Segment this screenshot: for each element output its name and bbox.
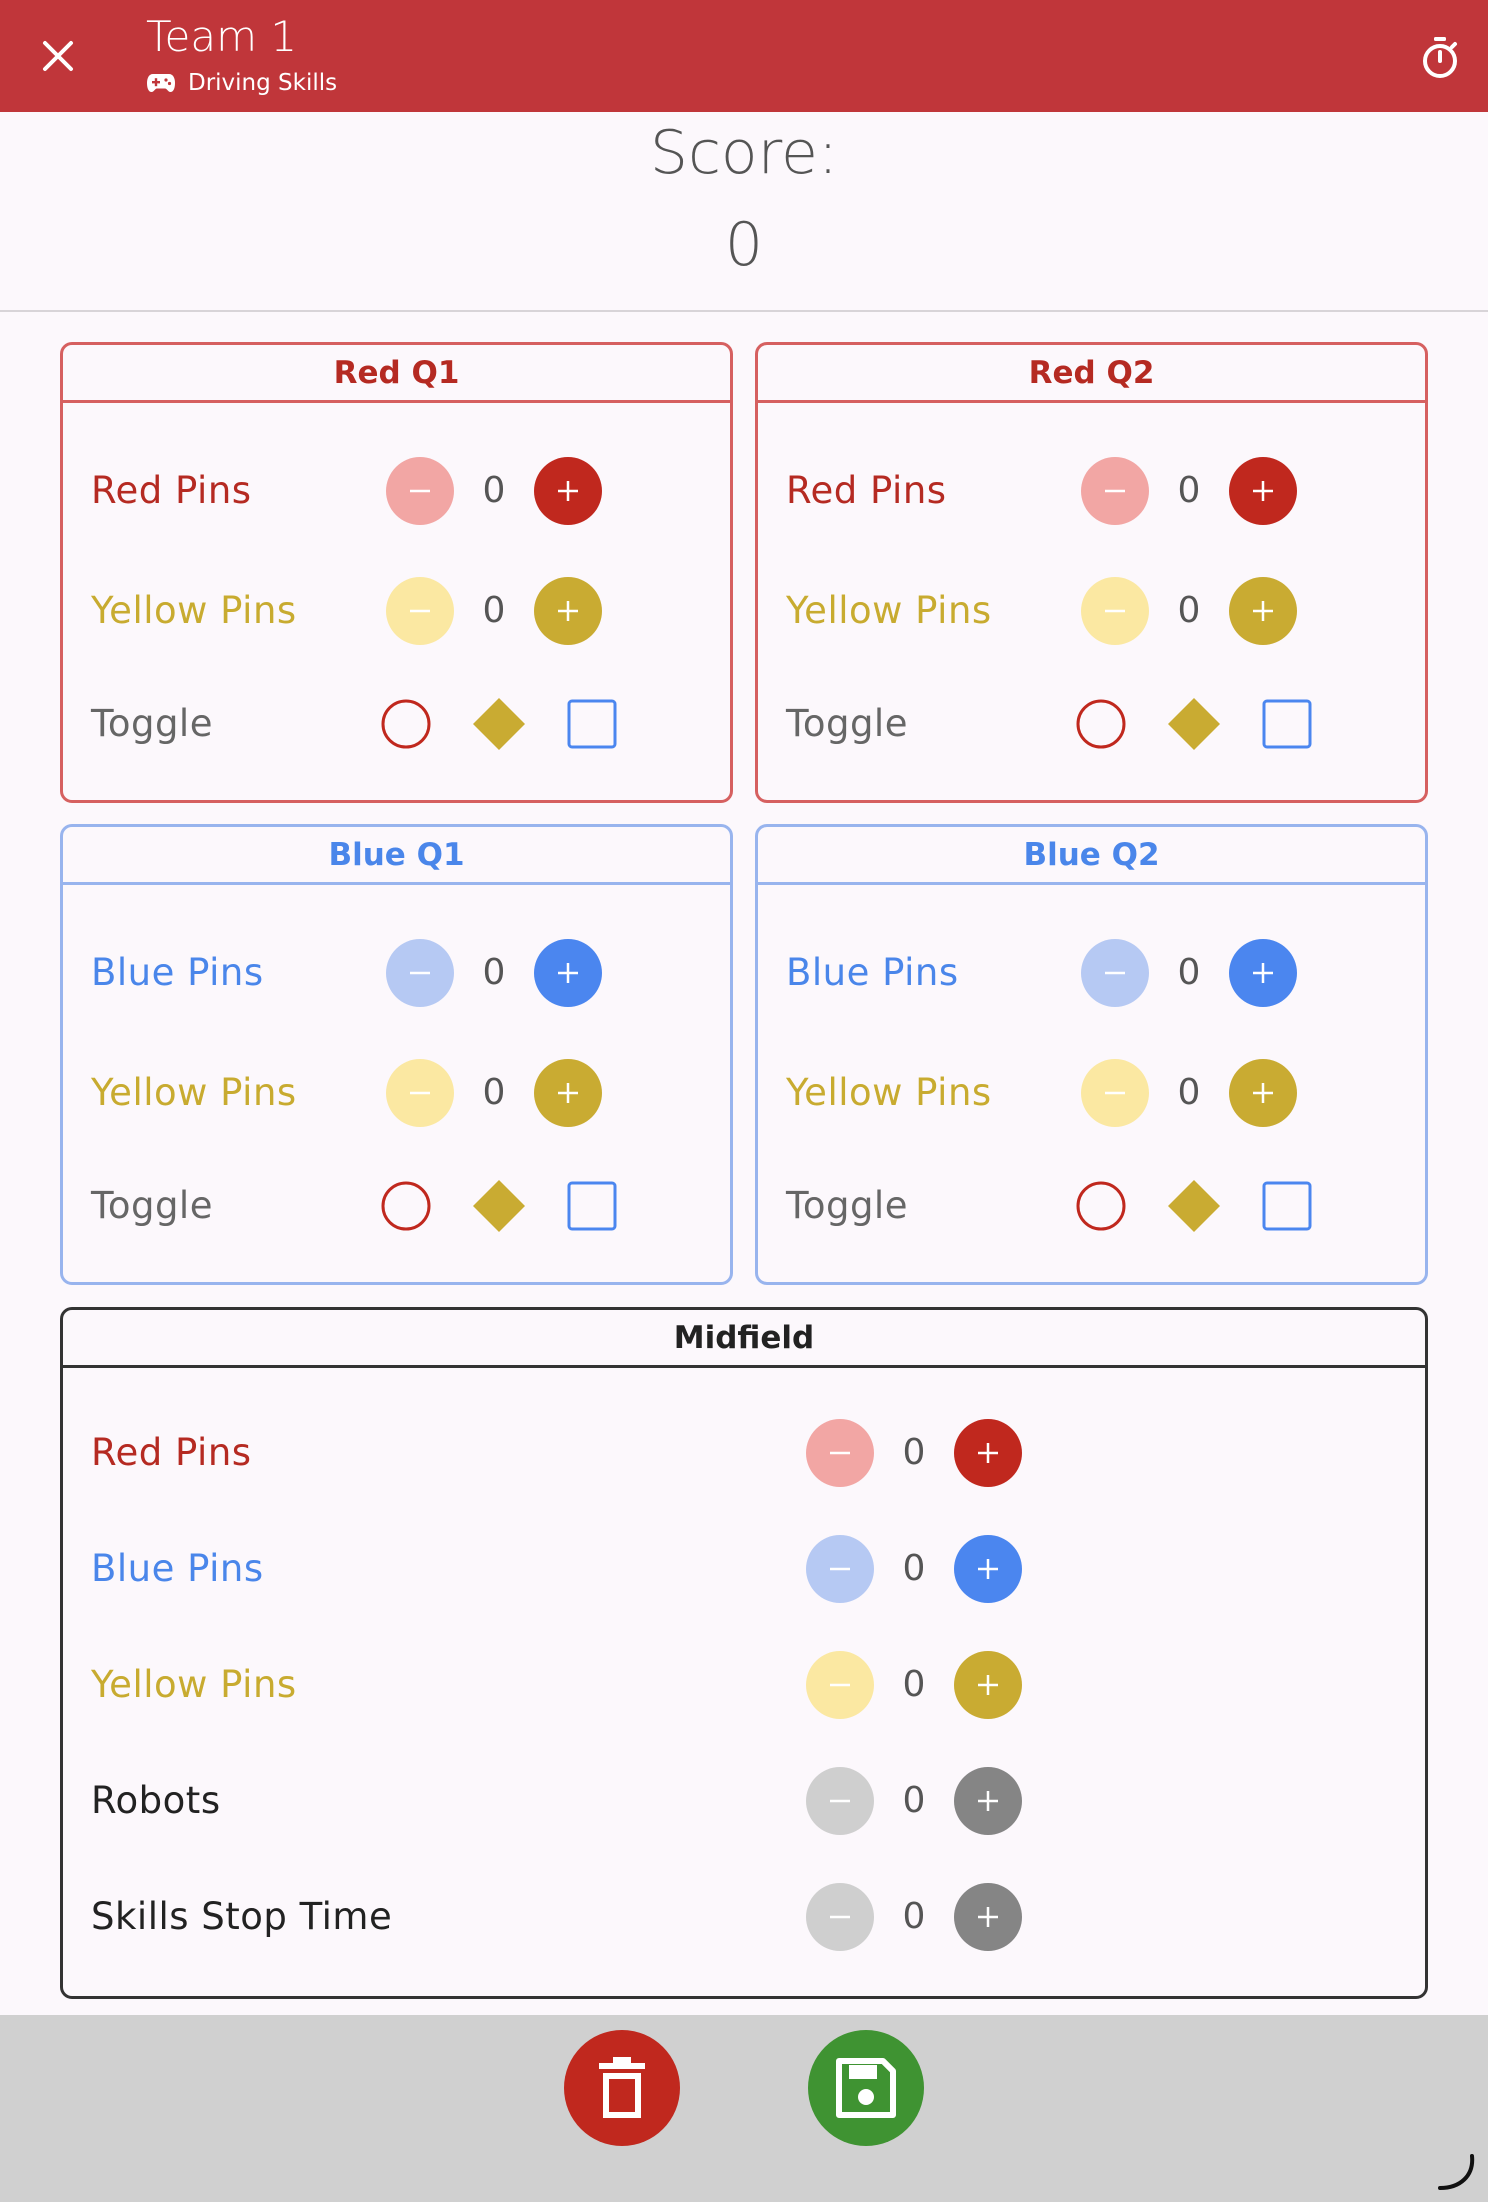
increment-button[interactable]: [954, 1651, 1022, 1719]
toggle-group: [379, 689, 619, 759]
row-label: Toggle: [91, 1184, 213, 1227]
red-pins-row: [63, 456, 730, 526]
circle-toggle-icon[interactable]: [379, 697, 433, 751]
toggle-row: [63, 689, 730, 759]
counter-value: 0: [902, 1432, 926, 1473]
close-icon: [41, 39, 75, 73]
counter-value: 0: [902, 1780, 926, 1821]
app-bar: [0, 0, 1488, 112]
increment-button[interactable]: [1229, 577, 1297, 645]
blue-q2-card: [755, 824, 1428, 1285]
increment-button[interactable]: [1229, 1059, 1297, 1127]
toggle-row: [758, 689, 1425, 759]
blue-pins-row: [758, 938, 1425, 1008]
yellow-pins-stepper: [386, 576, 602, 646]
circle-toggle-icon[interactable]: [1074, 697, 1128, 751]
counter-value: 0: [482, 590, 506, 631]
plus-icon: [1250, 960, 1276, 986]
yellow-pins-stepper: [1081, 576, 1297, 646]
minus-icon: [1102, 478, 1128, 504]
red-pins-row: [758, 456, 1425, 526]
plus-icon: [1250, 478, 1276, 504]
square-toggle-icon[interactable]: [565, 697, 619, 751]
blue-pins-stepper: [1081, 938, 1297, 1008]
timer-icon: [1420, 36, 1460, 80]
blue-pins-row: [63, 938, 730, 1008]
plus-icon: [975, 1788, 1001, 1814]
loading-spinner-icon: [1434, 2150, 1478, 2194]
row-label: Blue Pins: [91, 951, 264, 994]
row-label: Skills Stop Time: [91, 1895, 393, 1938]
counter-value: 0: [482, 470, 506, 511]
minus-icon: [1102, 960, 1128, 986]
yellow-pins-row: [758, 576, 1425, 646]
minus-icon: [827, 1672, 853, 1698]
plus-icon: [1250, 1080, 1276, 1106]
decrement-button[interactable]: [806, 1767, 874, 1835]
counter-value: 0: [1177, 590, 1201, 631]
robots-stepper: [806, 1766, 1022, 1836]
increment-button[interactable]: [954, 1419, 1022, 1487]
decrement-button[interactable]: [386, 1059, 454, 1127]
score-value: 0: [724, 210, 764, 280]
row-label: Robots: [91, 1779, 221, 1822]
minus-icon: [407, 478, 433, 504]
decrement-button[interactable]: [386, 457, 454, 525]
yellow-pins-row: [63, 1058, 730, 1128]
red-pins-row: [63, 1418, 1425, 1488]
row-label: Yellow Pins: [786, 589, 992, 632]
card-title: Red Q2: [758, 345, 1425, 403]
plus-icon: [555, 598, 581, 624]
counter-value: 0: [482, 1072, 506, 1113]
save-button[interactable]: [808, 2030, 924, 2146]
minus-icon: [407, 1080, 433, 1106]
diamond-toggle-icon[interactable]: [472, 697, 526, 751]
skills-stop-time-stepper: [806, 1882, 1022, 1952]
counter-value: 0: [1177, 470, 1201, 511]
minus-icon: [407, 960, 433, 986]
red-pins-stepper: [806, 1418, 1022, 1488]
square-toggle-icon[interactable]: [1260, 1179, 1314, 1233]
yellow-pins-stepper: [806, 1650, 1022, 1720]
decrement-button[interactable]: [386, 939, 454, 1007]
blue-pins-stepper: [386, 938, 602, 1008]
blue-pins-row: [63, 1534, 1425, 1604]
yellow-pins-stepper: [386, 1058, 602, 1128]
card-title: Red Q1: [63, 345, 730, 403]
square-toggle-icon[interactable]: [1260, 697, 1314, 751]
card-title: Blue Q2: [758, 827, 1425, 885]
minus-icon: [407, 598, 433, 624]
plus-icon: [555, 1080, 581, 1106]
subtitle-text: Driving Skills: [188, 70, 338, 96]
plus-icon: [1250, 598, 1276, 624]
page-title: Team 1: [146, 12, 298, 61]
square-toggle-icon[interactable]: [565, 1179, 619, 1233]
circle-toggle-icon[interactable]: [379, 1179, 433, 1233]
blue-q1-card: [60, 824, 733, 1285]
diamond-toggle-icon[interactable]: [1167, 697, 1221, 751]
circle-toggle-icon[interactable]: [1074, 1179, 1128, 1233]
trash-icon: [597, 2056, 647, 2120]
increment-button[interactable]: [534, 939, 602, 1007]
increment-button[interactable]: [954, 1535, 1022, 1603]
minus-icon: [827, 1788, 853, 1814]
row-label: Blue Pins: [91, 1547, 264, 1590]
minus-icon: [1102, 598, 1128, 624]
increment-button[interactable]: [534, 457, 602, 525]
row-label: Toggle: [91, 702, 213, 745]
counter-value: 0: [902, 1548, 926, 1589]
row-label: Yellow Pins: [91, 1071, 297, 1114]
toggle-group: [379, 1171, 619, 1241]
increment-button[interactable]: [1229, 939, 1297, 1007]
minus-icon: [1102, 1080, 1128, 1106]
counter-value: 0: [482, 952, 506, 993]
diamond-toggle-icon[interactable]: [472, 1179, 526, 1233]
increment-button[interactable]: [534, 577, 602, 645]
counter-value: 0: [1177, 1072, 1201, 1113]
delete-button[interactable]: [564, 2030, 680, 2146]
card-title: Blue Q1: [63, 827, 730, 885]
row-label: Toggle: [786, 1184, 908, 1227]
close-button[interactable]: [28, 26, 88, 86]
yellow-pins-row: [63, 576, 730, 646]
toggle-group: [1074, 1171, 1314, 1241]
yellow-pins-row: [758, 1058, 1425, 1128]
decrement-button[interactable]: [1081, 1059, 1149, 1127]
minus-icon: [827, 1904, 853, 1930]
row-label: Red Pins: [91, 1431, 252, 1474]
card-title: Midfield: [63, 1310, 1425, 1368]
increment-button[interactable]: [954, 1883, 1022, 1951]
score-label: Score:: [649, 118, 839, 188]
counter-value: 0: [1177, 952, 1201, 993]
decrement-button[interactable]: [806, 1535, 874, 1603]
plus-icon: [555, 478, 581, 504]
yellow-pins-row: [63, 1650, 1425, 1720]
decrement-button[interactable]: [1081, 457, 1149, 525]
row-label: Red Pins: [786, 469, 947, 512]
midfield-card: [60, 1307, 1428, 1999]
red-q1-card: [60, 342, 733, 803]
increment-button[interactable]: [954, 1767, 1022, 1835]
decrement-button[interactable]: [1081, 577, 1149, 645]
red-pins-stepper: [1081, 456, 1297, 526]
decrement-button[interactable]: [806, 1883, 874, 1951]
diamond-toggle-icon[interactable]: [1167, 1179, 1221, 1233]
row-label: Red Pins: [91, 469, 252, 512]
increment-button[interactable]: [1229, 457, 1297, 525]
yellow-pins-stepper: [1081, 1058, 1297, 1128]
minus-icon: [827, 1556, 853, 1582]
row-label: Blue Pins: [786, 951, 959, 994]
gamepad-icon: [146, 72, 176, 94]
blue-pins-stepper: [806, 1534, 1022, 1604]
red-pins-stepper: [386, 456, 602, 526]
row-label: Toggle: [786, 702, 908, 745]
score-panel: [0, 112, 1488, 312]
decrement-button[interactable]: [806, 1651, 874, 1719]
plus-icon: [975, 1556, 1001, 1582]
robots-row: [63, 1766, 1425, 1836]
toggle-row: [758, 1171, 1425, 1241]
plus-icon: [975, 1440, 1001, 1466]
row-label: Yellow Pins: [786, 1071, 992, 1114]
counter-value: 0: [902, 1896, 926, 1937]
plus-icon: [975, 1904, 1001, 1930]
plus-icon: [555, 960, 581, 986]
red-q2-card: [755, 342, 1428, 803]
page-subtitle: [146, 70, 337, 96]
floppy-disk-icon: [835, 2057, 897, 2119]
skills-stop-time-row: [63, 1882, 1425, 1952]
toggle-group: [1074, 689, 1314, 759]
row-label: Yellow Pins: [91, 589, 297, 632]
toggle-row: [63, 1171, 730, 1241]
decrement-button[interactable]: [1081, 939, 1149, 1007]
counter-value: 0: [902, 1664, 926, 1705]
decrement-button[interactable]: [386, 577, 454, 645]
increment-button[interactable]: [534, 1059, 602, 1127]
decrement-button[interactable]: [806, 1419, 874, 1487]
timer-button[interactable]: [1410, 28, 1470, 88]
plus-icon: [975, 1672, 1001, 1698]
bottom-action-bar: [0, 2015, 1488, 2202]
row-label: Yellow Pins: [91, 1663, 297, 1706]
minus-icon: [827, 1440, 853, 1466]
